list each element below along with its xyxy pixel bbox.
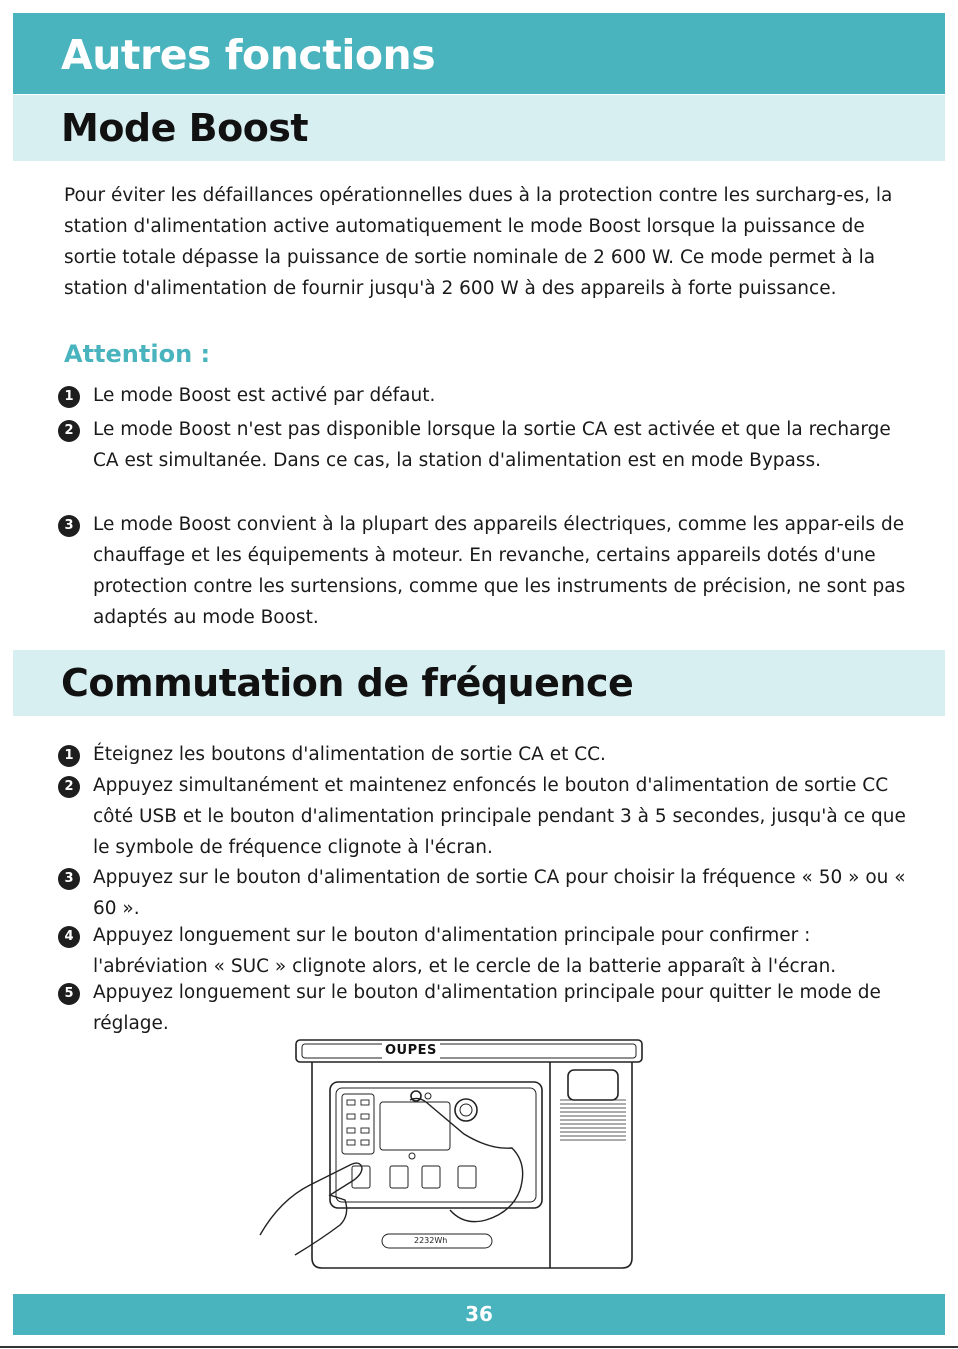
capacity-label: 2232Wh [414,1236,448,1245]
power-station-illustration [250,1030,660,1285]
frequency-step-text: Appuyez longuement sur le bouton d'alimentation principale pour quitter le mode de réglage. [93,982,881,1034]
boost-note-text: Le mode Boost est activé par défaut. [93,385,436,406]
step-number-badge: 1 [58,386,80,408]
section-title-boost: Mode Boost [61,106,309,150]
chapter-header [13,13,945,94]
attention-label: Attention : [64,340,211,368]
section-header-frequency [13,650,945,716]
boost-note-text: Le mode Boost n'est pas disponible lorsque la sortie CA est activée et que la recharge CA est simultanée. Dans ce cas, la station d'alimentation est en mode Bypass. [93,419,891,471]
page-footer [13,1294,945,1335]
frequency-step-text: Appuyez sur le bouton d'alimentation de sortie CA pour choisir la fréquence « 50 » ou « 60 ». [93,867,906,919]
page-number: 36 [465,1302,493,1326]
chapter-title: Autres fonctions [61,31,436,79]
step-number-badge: 5 [58,983,80,1005]
section-header-boost [13,95,945,161]
step-number-badge: 3 [58,868,80,890]
step-number-badge: 1 [58,745,80,767]
step-number-badge: 2 [58,776,80,798]
frequency-step-text: Appuyez simultanément et maintenez enfoncés le bouton d'alimentation de sortie CC côté USB et le bouton d'alimentation principale pendant 3 à 5 secondes, jusqu'à ce que le symbole de fréquence clignote à l'écran. [93,775,906,858]
boost-intro-paragraph: Pour éviter les défaillances opérationnelles dues à la protection contre les surcharg-es, la station d'alimentation active automatiquement le mode Boost lorsque la puissance de sortie totale dépasse la puissance de sortie nominale de 2 600 W. Ce mode permet à la station d'alimentation de fournir jusqu'à 2 600 W à des appareils à forte puissance. [64,185,893,299]
step-number-badge: 4 [58,926,80,948]
frequency-step-text: Appuyez longuement sur le bouton d'alimentation principale pour confirmer : l'abréviation « SUC » clignote alors, et le cercle de la batterie apparaît à l'écran. [93,925,837,977]
frequency-step-text: Éteignez les boutons d'alimentation de sortie CA et CC. [93,744,606,765]
boost-note-text: Le mode Boost convient à la plupart des appareils électriques, comme les appar-eils de chauffage et les équipements à moteur. En revanche, certains appareils dotés d'une protection contre les surtensions, comme que les instruments de précision, ne sont pas adaptés au mode Boost. [93,514,906,628]
step-number-badge: 3 [58,515,80,537]
step-number-badge: 2 [58,420,80,442]
brand-logo: OUPES [382,1043,440,1059]
section-title-frequency: Commutation de fréquence [61,661,634,705]
bottom-divider [0,1346,958,1348]
